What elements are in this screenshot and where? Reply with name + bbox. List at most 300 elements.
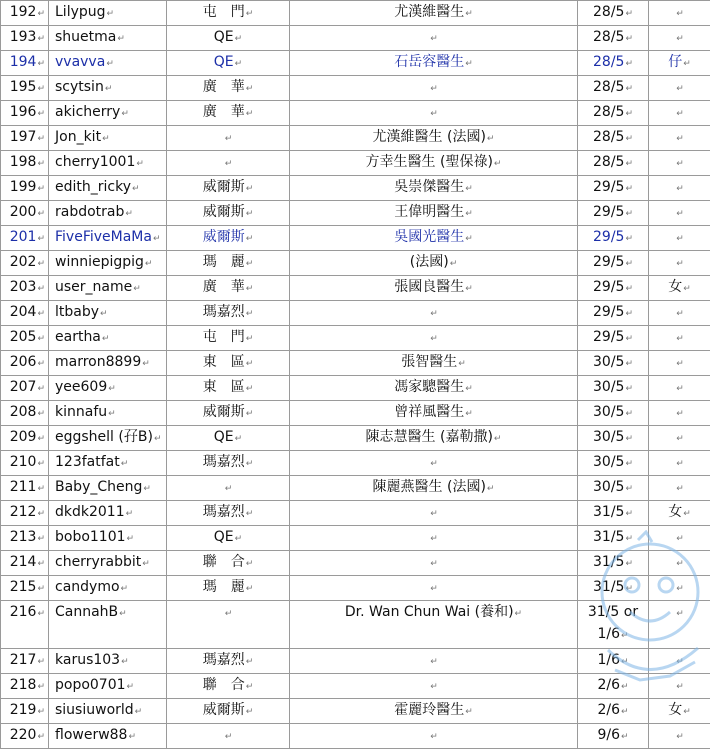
table-row (1, 724, 710, 749)
paragraph-mark-icon: ↵ (625, 184, 633, 194)
cell-num (1, 576, 49, 601)
paragraph-mark-icon: ↵ (676, 184, 684, 194)
paragraph-mark-icon: ↵ (37, 309, 45, 319)
cell-doc (290, 301, 578, 326)
cell-name (49, 426, 167, 451)
cell-date-text: 31/5 (593, 554, 624, 570)
paragraph-mark-icon: ↵ (625, 59, 633, 69)
paragraph-mark-icon: ↵ (625, 309, 633, 319)
paragraph-mark-icon: ↵ (625, 159, 633, 169)
cell-doc-text: 方幸生醫生 (聖保祿) (366, 154, 493, 170)
cell-doc (290, 126, 578, 151)
cell-num-text: 198 (10, 154, 37, 170)
paragraph-mark-icon: ↵ (246, 309, 254, 319)
cell-name (49, 176, 167, 201)
paragraph-mark-icon: ↵ (117, 34, 125, 44)
paragraph-mark-icon: ↵ (37, 284, 45, 294)
cell-date (578, 201, 649, 226)
paragraph-mark-icon: ↵ (430, 34, 438, 44)
cell-doc-text: 陳志慧醫生 (嘉勒撒) (366, 429, 493, 445)
paragraph-mark-icon: ↵ (676, 584, 684, 594)
paragraph-mark-icon: ↵ (154, 434, 162, 444)
cell-loc-text: QE (214, 29, 234, 45)
cell-date-text: 30/5 (593, 479, 624, 495)
cell-num (1, 76, 49, 101)
cell-name (49, 301, 167, 326)
cell-name (49, 351, 167, 376)
cell-sex (649, 376, 710, 401)
paragraph-mark-icon: ↵ (676, 384, 684, 394)
paragraph-mark-icon: ↵ (676, 309, 684, 319)
paragraph-mark-icon: ↵ (108, 384, 116, 394)
cell-date (578, 176, 649, 201)
paragraph-mark-icon: ↵ (145, 259, 153, 269)
cell-loc-text: 廣 華 (203, 104, 245, 120)
cell-loc (167, 724, 290, 749)
cell-num (1, 551, 49, 576)
cell-sex (649, 301, 710, 326)
cell-date (578, 501, 649, 526)
table-row (1, 576, 710, 601)
cell-sex (649, 226, 710, 251)
cell-num-text: 211 (10, 479, 37, 495)
cell-num-text: 192 (10, 4, 37, 20)
cell-sex (649, 326, 710, 351)
cell-num (1, 326, 49, 351)
cell-date (578, 649, 649, 674)
cell-name (49, 451, 167, 476)
cell-num (1, 674, 49, 699)
cell-loc-text: 廣 華 (203, 279, 245, 295)
cell-loc-text: QE (214, 429, 234, 445)
cell-num-text: 194 (10, 54, 37, 70)
cell-loc (167, 326, 290, 351)
cell-doc (290, 601, 578, 649)
paragraph-mark-icon: ↵ (430, 732, 438, 742)
cell-name-text: marron8899 (55, 354, 141, 370)
paragraph-mark-icon: ↵ (37, 559, 45, 569)
table-row (1, 226, 710, 251)
cell-loc (167, 601, 290, 649)
cell-name-text: dkdk2011 (55, 504, 125, 520)
paragraph-mark-icon: ↵ (37, 34, 45, 44)
cell-doc-text: 曾祥風醫生 (394, 404, 464, 420)
paragraph-mark-icon: ↵ (37, 109, 45, 119)
cell-num (1, 401, 49, 426)
cell-name (49, 151, 167, 176)
paragraph-mark-icon: ↵ (430, 334, 438, 344)
cell-name (49, 551, 167, 576)
cell-name-text: winniepigpig (55, 254, 144, 270)
table-row (1, 251, 710, 276)
cell-sex-text: 仔 (668, 54, 682, 70)
cell-doc (290, 476, 578, 501)
cell-num (1, 126, 49, 151)
paragraph-mark-icon: ↵ (128, 732, 136, 742)
paragraph-mark-icon: ↵ (246, 9, 254, 19)
paragraph-mark-icon: ↵ (465, 707, 473, 717)
cell-loc (167, 26, 290, 51)
cell-doc-text: Dr. Wan Chun Wai (養和) (345, 604, 514, 620)
cell-sex (649, 601, 710, 649)
paragraph-mark-icon: ↵ (625, 284, 633, 294)
cell-doc-text: 尤漢維醫生 (394, 4, 464, 20)
paragraph-mark-icon: ↵ (465, 9, 473, 19)
paragraph-mark-icon: ↵ (37, 9, 45, 19)
paragraph-mark-icon: ↵ (621, 732, 629, 742)
paragraph-mark-icon: ↵ (37, 657, 45, 667)
paragraph-mark-icon: ↵ (676, 409, 684, 419)
paragraph-mark-icon: ↵ (235, 59, 243, 69)
paragraph-mark-icon: ↵ (153, 234, 161, 244)
cell-num-text: 201 (10, 229, 37, 245)
paragraph-mark-icon: ↵ (133, 284, 141, 294)
cell-loc (167, 101, 290, 126)
cell-num-text: 220 (10, 727, 37, 743)
cell-loc (167, 576, 290, 601)
cell-name-text: Baby_Cheng (55, 479, 142, 495)
cell-loc (167, 201, 290, 226)
table-row (1, 526, 710, 551)
paragraph-mark-icon: ↵ (676, 34, 684, 44)
cell-sex-text: 女 (668, 504, 682, 520)
cell-doc (290, 451, 578, 476)
paragraph-mark-icon: ↵ (621, 657, 629, 667)
paragraph-mark-icon: ↵ (246, 359, 254, 369)
cell-date-text: 31/5 or 1/6 (588, 604, 638, 642)
cell-date (578, 26, 649, 51)
paragraph-mark-icon: ↵ (225, 732, 233, 742)
paragraph-mark-icon: ↵ (430, 584, 438, 594)
paragraph-mark-icon: ↵ (135, 707, 143, 717)
cell-loc (167, 226, 290, 251)
cell-num (1, 1, 49, 26)
cell-num (1, 26, 49, 51)
paragraph-mark-icon: ↵ (246, 184, 254, 194)
cell-date (578, 51, 649, 76)
cell-name-text: eartha (55, 329, 101, 345)
paragraph-mark-icon: ↵ (625, 409, 633, 419)
cell-name (49, 76, 167, 101)
paragraph-mark-icon: ↵ (625, 384, 633, 394)
paragraph-mark-icon: ↵ (430, 559, 438, 569)
cell-num-text: 215 (10, 579, 37, 595)
cell-name-text: siusiuworld (55, 702, 134, 718)
cell-num-text: 195 (10, 79, 37, 95)
cell-doc (290, 276, 578, 301)
paragraph-mark-icon: ↵ (625, 459, 633, 469)
cell-loc (167, 51, 290, 76)
paragraph-mark-icon: ↵ (625, 584, 633, 594)
cell-sex (649, 201, 710, 226)
cell-doc (290, 526, 578, 551)
cell-loc (167, 551, 290, 576)
paragraph-mark-icon: ↵ (246, 284, 254, 294)
cell-doc-text: 石岳容醫生 (394, 54, 464, 70)
paragraph-mark-icon: ↵ (246, 707, 254, 717)
cell-date (578, 401, 649, 426)
cell-name (49, 26, 167, 51)
cell-num-text: 209 (10, 429, 37, 445)
table-row (1, 26, 710, 51)
paragraph-mark-icon: ↵ (465, 384, 473, 394)
cell-doc (290, 376, 578, 401)
paragraph-mark-icon: ↵ (143, 484, 151, 494)
paragraph-mark-icon: ↵ (132, 184, 140, 194)
cell-date (578, 101, 649, 126)
paragraph-mark-icon: ↵ (465, 209, 473, 219)
table-row (1, 674, 710, 699)
paragraph-mark-icon: ↵ (125, 209, 133, 219)
table-row (1, 351, 710, 376)
cell-num (1, 101, 49, 126)
paragraph-mark-icon: ↵ (625, 84, 633, 94)
cell-loc (167, 426, 290, 451)
cell-num (1, 301, 49, 326)
cell-date (578, 126, 649, 151)
cell-loc-text: 威爾斯 (203, 179, 245, 195)
cell-date (578, 351, 649, 376)
table-row (1, 151, 710, 176)
cell-doc-text: 張智醫生 (401, 354, 457, 370)
cell-num-text: 200 (10, 204, 37, 220)
cell-sex (649, 1, 710, 26)
cell-loc-text: 聯 合 (203, 677, 245, 693)
paragraph-mark-icon: ↵ (621, 707, 629, 717)
cell-loc (167, 376, 290, 401)
cell-date (578, 251, 649, 276)
cell-name (49, 51, 167, 76)
paragraph-mark-icon: ↵ (225, 484, 233, 494)
cell-loc-text: 聯 合 (203, 554, 245, 570)
cell-doc (290, 51, 578, 76)
cell-loc-text: 東 區 (203, 379, 245, 395)
paragraph-mark-icon: ↵ (494, 434, 502, 444)
paragraph-mark-icon: ↵ (37, 259, 45, 269)
paragraph-mark-icon: ↵ (676, 484, 684, 494)
cell-date-text: 29/5 (593, 254, 624, 270)
table-row (1, 326, 710, 351)
cell-date (578, 226, 649, 251)
cell-num (1, 376, 49, 401)
cell-doc-text: 陳麗燕醫生 (法國) (373, 479, 486, 495)
table-row (1, 126, 710, 151)
cell-loc (167, 276, 290, 301)
paragraph-mark-icon: ↵ (37, 134, 45, 144)
cell-name (49, 1, 167, 26)
cell-sex (649, 276, 710, 301)
cell-name-text: akicherry (55, 104, 120, 120)
cell-num-text: 214 (10, 554, 37, 570)
cell-sex (649, 576, 710, 601)
cell-doc (290, 1, 578, 26)
cell-date (578, 301, 649, 326)
cell-num-text: 193 (10, 29, 37, 45)
cell-sex (649, 151, 710, 176)
paragraph-mark-icon: ↵ (683, 509, 691, 519)
paragraph-mark-icon: ↵ (102, 334, 110, 344)
paragraph-mark-icon: ↵ (625, 334, 633, 344)
cell-num-text: 203 (10, 279, 37, 295)
cell-loc (167, 251, 290, 276)
paragraph-mark-icon: ↵ (450, 259, 458, 269)
cell-date-text: 29/5 (593, 304, 624, 320)
cell-loc-text: 瑪 麗 (203, 579, 245, 595)
cell-sex (649, 649, 710, 674)
cell-doc (290, 176, 578, 201)
cell-date (578, 76, 649, 101)
cell-name (49, 476, 167, 501)
paragraph-mark-icon: ↵ (121, 657, 129, 667)
paragraph-mark-icon: ↵ (119, 609, 127, 619)
paragraph-mark-icon: ↵ (676, 209, 684, 219)
cell-loc-text: 瑪嘉烈 (203, 652, 245, 668)
cell-doc (290, 76, 578, 101)
table-row (1, 301, 710, 326)
cell-name-text: vvavva (55, 54, 105, 70)
table-row (1, 501, 710, 526)
cell-date-text: 28/5 (593, 154, 624, 170)
cell-date-text: 1/6 (597, 652, 620, 668)
table-row (1, 426, 710, 451)
cell-num (1, 601, 49, 649)
cell-num-text: 207 (10, 379, 37, 395)
paragraph-mark-icon: ↵ (246, 584, 254, 594)
cell-doc (290, 26, 578, 51)
cell-sex-text: 女 (668, 279, 682, 295)
paragraph-mark-icon: ↵ (676, 682, 684, 692)
paragraph-mark-icon: ↵ (246, 657, 254, 667)
paragraph-mark-icon: ↵ (465, 284, 473, 294)
table-row (1, 101, 710, 126)
paragraph-mark-icon: ↵ (487, 134, 495, 144)
paragraph-mark-icon: ↵ (465, 184, 473, 194)
cell-sex (649, 76, 710, 101)
cell-name-text: edith_ricky (55, 179, 131, 195)
cell-name (49, 251, 167, 276)
paragraph-mark-icon: ↵ (625, 134, 633, 144)
cell-loc (167, 501, 290, 526)
paragraph-mark-icon: ↵ (465, 59, 473, 69)
cell-name (49, 226, 167, 251)
paragraph-mark-icon: ↵ (37, 209, 45, 219)
table-row (1, 276, 710, 301)
cell-doc-text: 馮家驄醫生 (394, 379, 464, 395)
cell-num (1, 226, 49, 251)
cell-date-text: 30/5 (593, 354, 624, 370)
table-row (1, 649, 710, 674)
paragraph-mark-icon: ↵ (430, 109, 438, 119)
cell-num-text: 197 (10, 129, 37, 145)
cell-loc-text: QE (214, 54, 234, 70)
paragraph-mark-icon: ↵ (37, 682, 45, 692)
cell-loc (167, 151, 290, 176)
cell-date-text: 29/5 (593, 204, 624, 220)
cell-name-text: candymo (55, 579, 120, 595)
paragraph-mark-icon: ↵ (621, 682, 629, 692)
paragraph-mark-icon: ↵ (37, 409, 45, 419)
paragraph-mark-icon: ↵ (676, 609, 684, 619)
cell-sex (649, 526, 710, 551)
table-row (1, 51, 710, 76)
table-body (1, 1, 710, 749)
paragraph-mark-icon: ↵ (37, 732, 45, 742)
cell-date-text: 31/5 (593, 504, 624, 520)
cell-loc-text: QE (214, 529, 234, 545)
cell-name (49, 576, 167, 601)
paragraph-mark-icon: ↵ (37, 459, 45, 469)
cell-sex (649, 176, 710, 201)
paragraph-mark-icon: ↵ (37, 384, 45, 394)
cell-loc (167, 351, 290, 376)
cell-name-text: cherry1001 (55, 154, 135, 170)
cell-num-text: 216 (10, 604, 37, 620)
paragraph-mark-icon: ↵ (121, 109, 129, 119)
paragraph-mark-icon: ↵ (127, 682, 135, 692)
paragraph-mark-icon: ↵ (458, 359, 466, 369)
cell-sex (649, 26, 710, 51)
cell-loc-text: 瑪嘉烈 (203, 504, 245, 520)
cell-name-text: cherryrabbit (55, 554, 141, 570)
cell-date-text: 29/5 (593, 329, 624, 345)
paragraph-mark-icon: ↵ (106, 59, 114, 69)
cell-date-text: 30/5 (593, 379, 624, 395)
cell-loc-text: 威爾斯 (203, 204, 245, 220)
cell-num-text: 219 (10, 702, 37, 718)
cell-num-text: 212 (10, 504, 37, 520)
cell-loc (167, 476, 290, 501)
cell-num (1, 51, 49, 76)
paragraph-mark-icon: ↵ (246, 334, 254, 344)
cell-doc (290, 724, 578, 749)
paragraph-mark-icon: ↵ (676, 559, 684, 569)
paragraph-mark-icon: ↵ (37, 707, 45, 717)
paragraph-mark-icon: ↵ (37, 234, 45, 244)
cell-date-text: 28/5 (593, 79, 624, 95)
paragraph-mark-icon: ↵ (107, 9, 115, 19)
paragraph-mark-icon: ↵ (37, 184, 45, 194)
cell-date-text: 28/5 (593, 54, 624, 70)
cell-doc-text: 吳崇傑醫生 (394, 179, 464, 195)
cell-name-text: rabdotrab (55, 204, 124, 220)
cell-num-text: 213 (10, 529, 37, 545)
cell-date-text: 2/6 (597, 677, 620, 693)
cell-date-text: 28/5 (593, 129, 624, 145)
cell-sex (649, 551, 710, 576)
cell-doc (290, 674, 578, 699)
cell-doc (290, 151, 578, 176)
cell-doc-text: 王偉明醫生 (394, 204, 464, 220)
paragraph-mark-icon: ↵ (430, 459, 438, 469)
paragraph-mark-icon: ↵ (676, 84, 684, 94)
cell-doc (290, 101, 578, 126)
paragraph-mark-icon: ↵ (246, 109, 254, 119)
cell-num-text: 196 (10, 104, 37, 120)
paragraph-mark-icon: ↵ (235, 434, 243, 444)
cell-sex (649, 476, 710, 501)
paragraph-mark-icon: ↵ (37, 509, 45, 519)
cell-date (578, 151, 649, 176)
paragraph-mark-icon: ↵ (465, 409, 473, 419)
paragraph-mark-icon: ↵ (621, 631, 629, 641)
paragraph-mark-icon: ↵ (625, 109, 633, 119)
table-row (1, 76, 710, 101)
paragraph-mark-icon: ↵ (676, 159, 684, 169)
cell-name-text: kinnafu (55, 404, 107, 420)
cell-date (578, 1, 649, 26)
paragraph-mark-icon: ↵ (246, 409, 254, 419)
cell-date-text: 28/5 (593, 104, 624, 120)
